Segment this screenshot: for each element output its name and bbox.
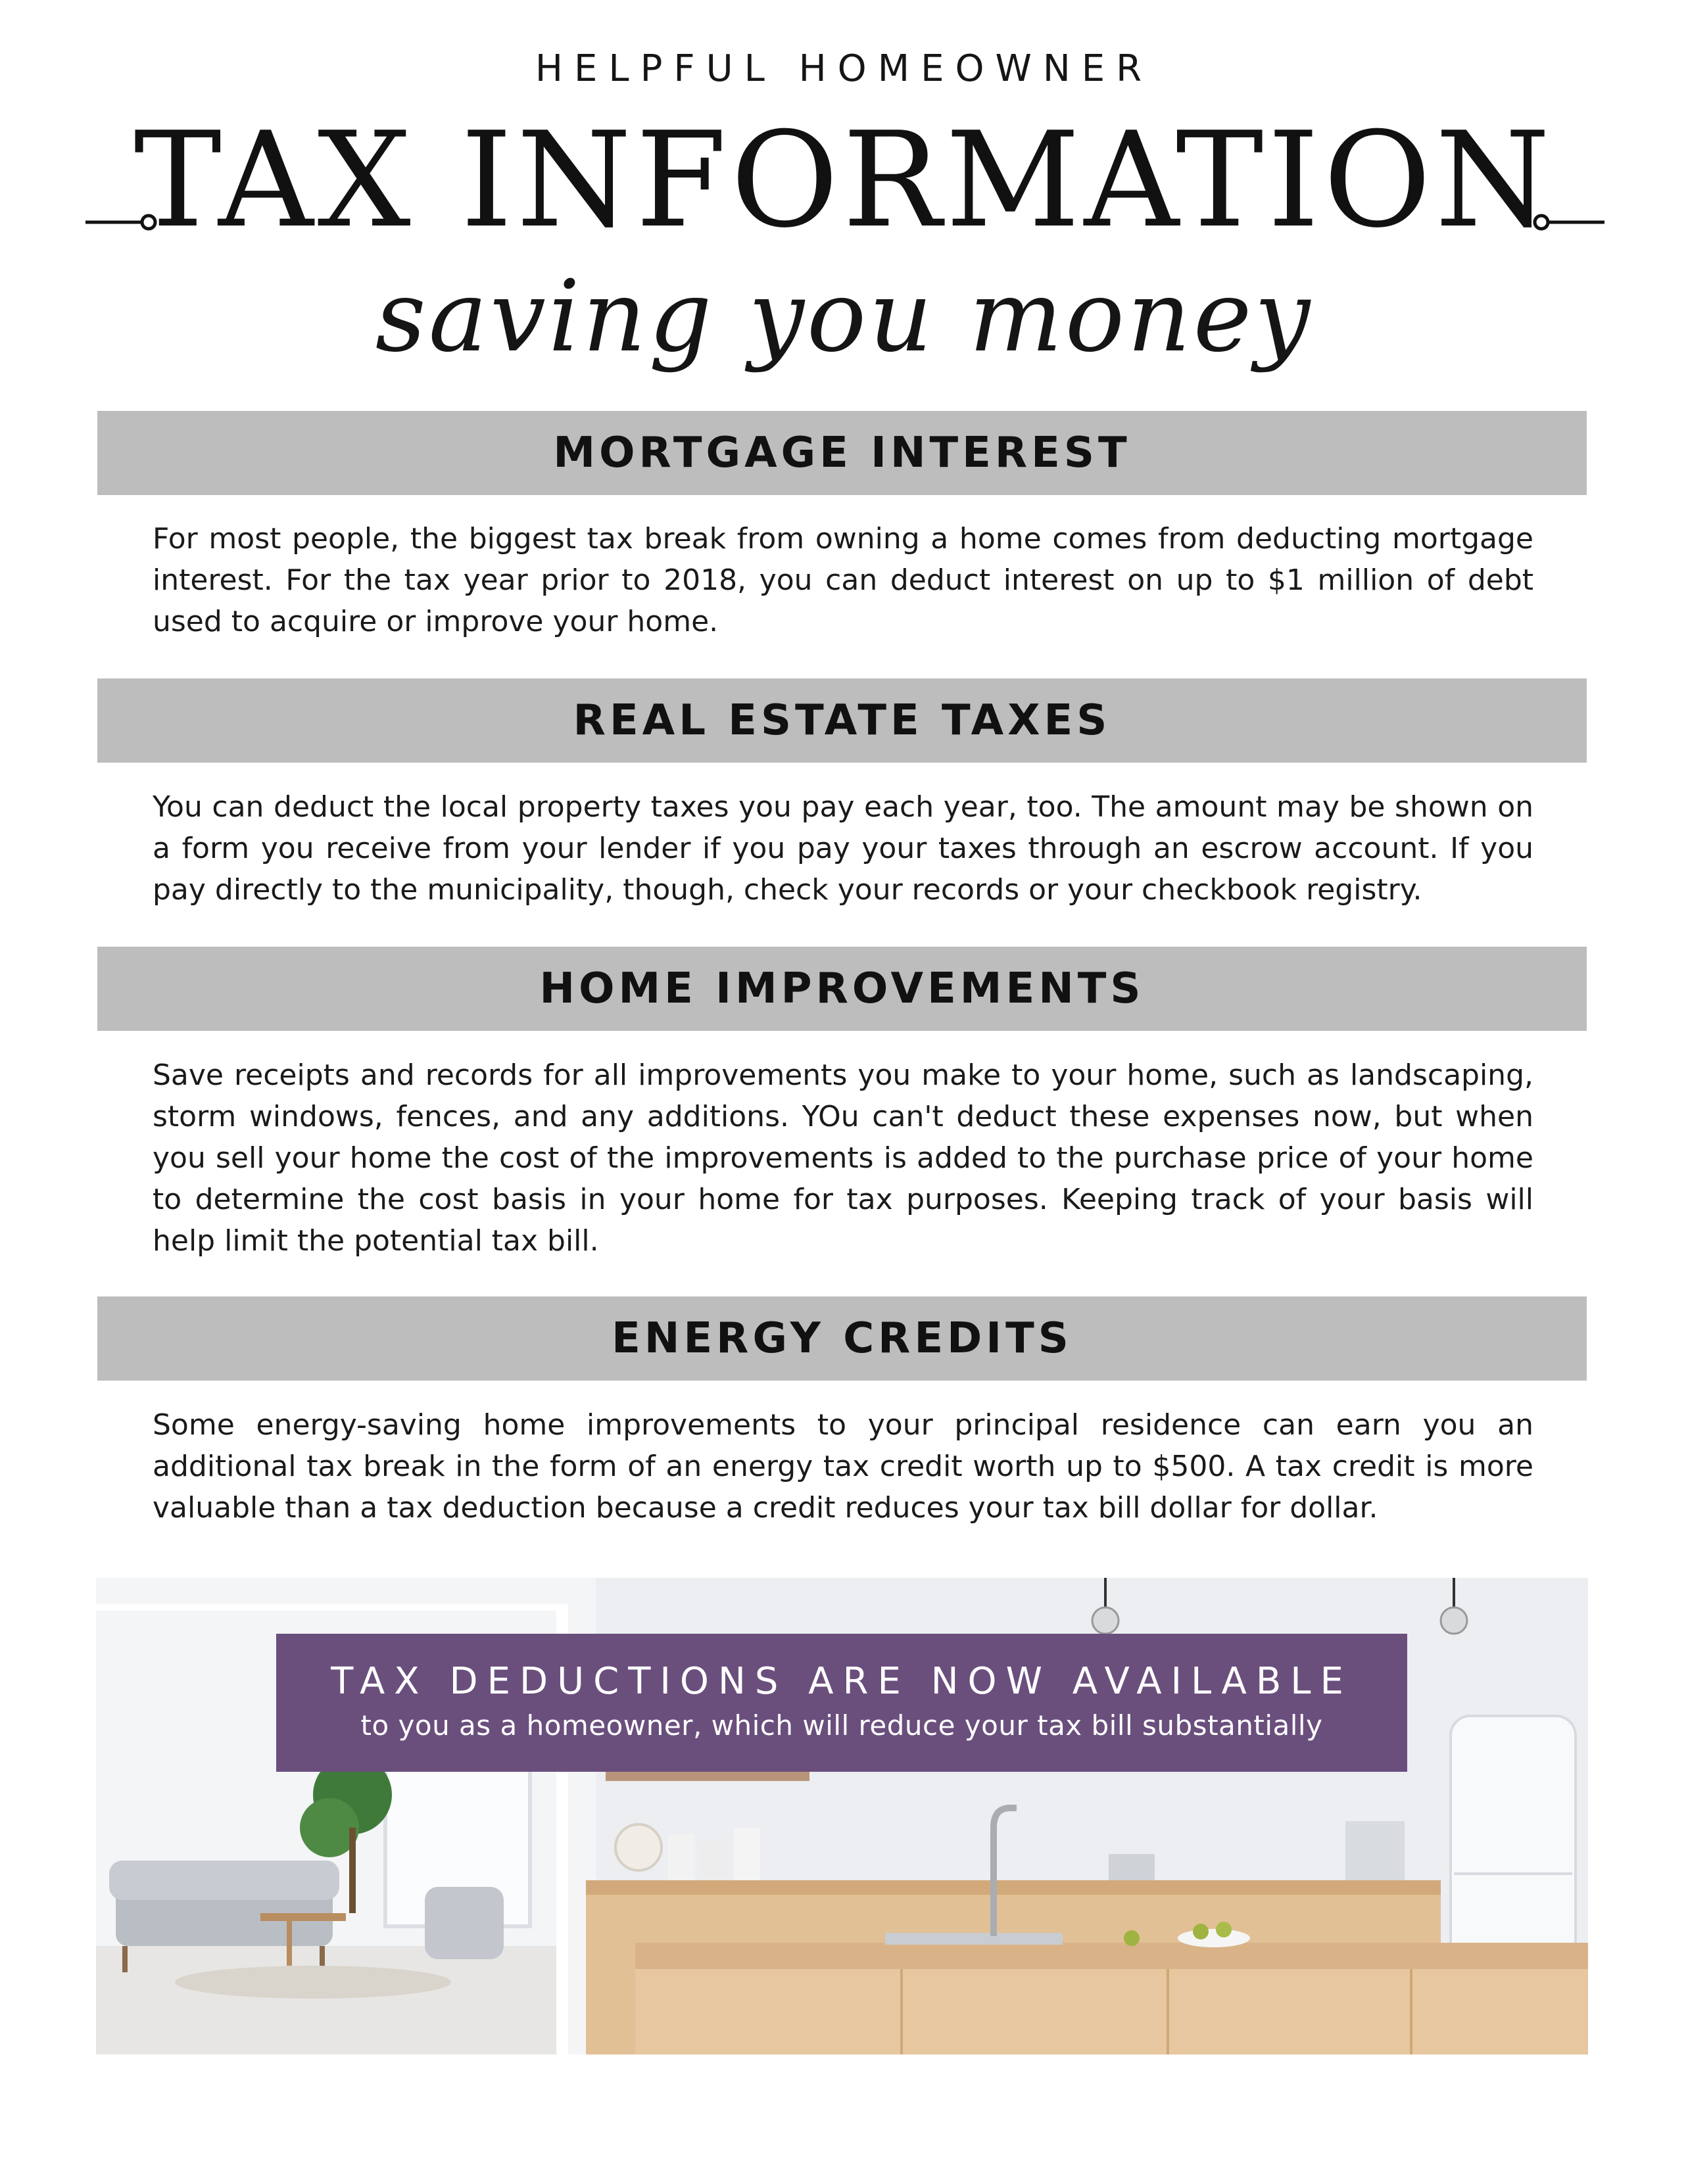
section-heading-label: HOME IMPROVEMENTS	[539, 964, 1145, 1013]
section-heading-real-estate-taxes	[97, 678, 1587, 763]
section-heading-mortgage-interest	[97, 411, 1587, 495]
banner-heading: TAX DEDUCTIONS ARE NOW AVAILABLE	[331, 1660, 1353, 1703]
kicker: HELPFUL HOMEOWNER	[535, 47, 1153, 90]
right-ornament-icon	[1532, 209, 1604, 235]
section-heading-home-improvements	[97, 947, 1587, 1031]
section-body-mortgage-interest: For most people, the biggest tax break from owning a home comes from deducting mortgage interest. For the tax year prior to 2018, you can deduct interest on up to $1 million of debt used to acquire or improve your home.	[153, 522, 1533, 638]
banner-subtext: to you as a homeowner, which will reduce your tax bill substantially	[360, 1709, 1323, 1742]
section-heading-label: ENERGY CREDITS	[612, 1314, 1073, 1363]
section-body-real-estate-taxes: You can deduct the local property taxes you pay each year, too. The amount may be shown on a form you receive from your lender if you pay your taxes through an escrow account. If you pay directly to the municipality, though, check your records or your checkbook registry.	[153, 790, 1533, 907]
promo-banner	[276, 1634, 1407, 1772]
section-heading-label: MORTGAGE INTEREST	[553, 429, 1131, 477]
section-heading-energy-credits	[97, 1296, 1587, 1381]
page-title: TAX INFORMATION	[133, 104, 1555, 257]
section-body-home-improvements: Save receipts and records for all improvements you make to your home, such as landscaping, storm windows, fences, and any additions. YOu can't deduct these expenses now, but when you sell your home the cost of the improvements is added to the purchase price of your home to determine the cost basis in your home for tax purposes. Keeping track of your basis will help limit the potential tax bill.	[153, 1058, 1533, 1258]
section-heading-label: REAL ESTATE TAXES	[573, 696, 1111, 745]
script-tagline: saving you money	[375, 260, 1313, 374]
section-body-energy-credits: Some energy-saving home improvements to your principal residence can earn you an additional tax break in the form of an energy tax credit worth up to $500. A tax credit is more valuable than a tax deduction because a credit reduces your tax bill dollar for dollar.	[153, 1408, 1533, 1525]
